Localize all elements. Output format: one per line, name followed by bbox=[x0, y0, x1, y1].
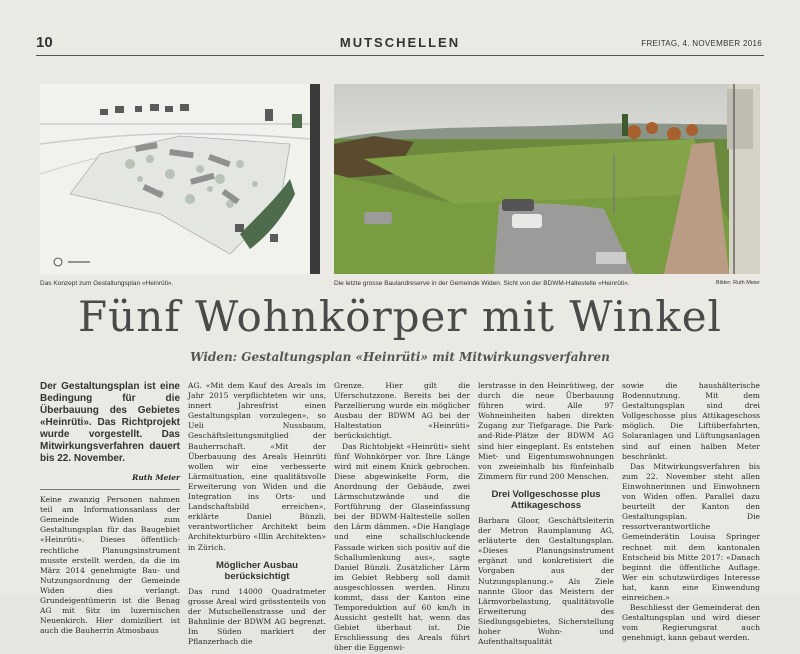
article-headline: Fünf Wohnkörper mit Winkel bbox=[78, 292, 722, 341]
article-paragraph: AG. «Mit dem Kauf des Areals im Jahr 2015 verpflichteten wir uns, innert Jahresfrist einen Gestaltungsplan vorzulegen», so Ueli Nussbaum, Geschäftsleitungsmitglied der Bauherrschaft. «Mit der Überbauung des Areals Heinrüti wollen wir eine verbesserte Lärmsituation, eine qualitätsvolle Erweiterung von Widen und die Integration ins Orts- und Landschaftsbild erreichen», erklärte Daniel Bünzli, verantwortlicher Architekt beim Architekturbüro «Illin Architekten» in Zürich. bbox=[188, 381, 326, 552]
article-intertitle: Möglicher Ausbau berücksichtigt bbox=[216, 559, 298, 582]
article-column-5 bbox=[622, 381, 760, 643]
article-column-4 bbox=[478, 381, 614, 647]
issue-date: FREITAG, 4. NOVEMBER 2016 bbox=[641, 39, 762, 48]
article-intertitle: Drei Vollgeschosse plus Attikageschoss bbox=[491, 488, 601, 511]
article-paragraph: Barbara Gloor, Geschäftsleiterin der Metron Raumplanung AG, erläuterte den Gestaltungsplan. «Dieses Planungsinstrument ergänzt und konkretisiert die Vorgaben aus der Nutzungsplanung.» Als Ziele nannte Gloor das Meistern der Lärmvorbelastung, qualitätsvolle Erweiterung des Siedlungsgebietes, Sicherstellung hoher Wohn- und Aufenthaltsqualität bbox=[478, 515, 614, 647]
article-column-3 bbox=[334, 381, 470, 653]
article-paragraph: Das Mitwirkungsverfahren bis zum 22. November steht allen Einwohnerinnen und Einwohnern von Widen offen. Parallel dazu beurteilt der Kanton den Gestaltungsplan. Die ressortverantwortliche Gemeinderätin Louisa Springer rechnet mit dem kantonalen Entscheid bis Mitte 2017: «Danach beginnt die öffentliche Auflage. Wer ein schutzwürdiges Interesse hat, kann eine Einwendung einreichen.» bbox=[622, 461, 760, 602]
landscape-photo bbox=[334, 84, 760, 274]
article-column-2 bbox=[188, 381, 326, 647]
article-paragraph: Beschliesst der Gemeinderat den Gestaltungsplan und wird dieser vom Regierungsrat auch genehmigt, kann gebaut werden. bbox=[622, 603, 760, 643]
article-paragraph: Das Richtobjekt «Heinrüti» sieht fünf Wohnkörper vor. Ihre Länge wird mit einem Knick gebrochen. Diese abgewinkelte Form, die Anordnung der Gebäude, zwei Lärmschutzwände und die Fortführung der Glaseinfassung bei der BDWM-Haltestelle sollen den Lärm dämmen. «Die Hanglage und eine schallschluckende Fassade wirken sich positiv auf die Schallumlenkung aus», sagte Daniel Bünzli. Zusätzlicher Lärm im Gebiet Rebberg soll damit ausgeschlossen werden. Hinzu kommt, dass der Kanton eine Temporeduktion auf 60 km/h in Aussicht gestellt hat, wenn das Gebiet überbaut ist. Die Erschliessung des Areals führt über die Eggenwi- bbox=[334, 441, 470, 653]
photo-credit: Bilder: Ruth Meier bbox=[716, 280, 761, 286]
article-paragraph: lerstrasse in den Heinrütiweg, der durch die neue Überbauung führen wird. Alle 97 Wohneinheiten haben direkten Zugang zur Tiefgarage. Die Park-and-Ride-Plätze der BDWM AG sind hier eingeplant. Es entstehen Miet- und Eigentumswohnungen von zweieinhalb bis fünfeinhalb Zimmern für rund 200 Menschen. bbox=[478, 381, 614, 481]
site-plan-image bbox=[40, 84, 320, 274]
article-lead: Der Gestaltungsplan ist eine Bedingung für die Überbauung des Gebietes «Heinrüti». Das Richtprojekt wurde vorgestellt. Das Mitwirkungsverfahren dauert bis 22. November. bbox=[40, 381, 180, 464]
site-plan-caption: Das Konzept zum Gestaltungsplan «Heinrüti». bbox=[40, 280, 174, 287]
section-title: MUTSCHELLEN bbox=[339, 35, 461, 50]
article-column-1 bbox=[40, 381, 180, 636]
header-rule bbox=[36, 55, 764, 56]
landscape-caption: Die letzte grosse Baulandreserve in der Gemeinde Widen. Sicht von der BDWM-Haltestelle «Heinrüti». bbox=[334, 280, 630, 287]
page-number: 10 bbox=[36, 34, 53, 51]
article-subheadline: Widen: Gestaltungsplan «Heinrüti» mit Mitwirkungsverfahren bbox=[190, 350, 610, 364]
article-byline: Ruth Meier bbox=[132, 473, 180, 482]
article-paragraph: Keine zwanzig Personen nahmen teil am Informationsanlass der Gemeinde Widen zum Gestaltungsplan für das Baugebiet «Heinrüti». Dieses öffentlich-rechtliche Planungsinstrument musste erstellt werden, da die im März 2014 genehmigte Bau- und Nutzungsordnung der Gemeinde Widen dies verlangt. Grundeigentümerin ist die Benag AG mit Sitz im luzernischen Neuenkirch. Hier domiziliert ist auch die Bauherrin Atmosbaus bbox=[40, 495, 180, 636]
article-paragraph: Grenze. Hier gilt die Uferschutzzone. Bereits bei der Parzellierung wurde ein möglicher Ausbau der BDWM AG bei der Haltestation «Heinrüti» berücksichtigt. bbox=[334, 381, 470, 441]
article-paragraph: Das rund 14000 Quadratmeter grosse Areal wird grösstenteils von der Mutschellenstrasse und der Bahnlinie der BDWM AG begrenzt. Im Süden markiert der Pflanzerbach die bbox=[188, 586, 326, 647]
article-paragraph: sowie die haushälterische Bodennutzung. Mit dem Gestaltungsplan sind drei Vollgeschosse plus Attikageschoss möglich. Die Liftüberfahrten, Solaranlagen und Lüftungsanlagen sind auf einen halben Meter beschränkt. bbox=[622, 381, 760, 461]
lead-divider bbox=[40, 489, 180, 490]
